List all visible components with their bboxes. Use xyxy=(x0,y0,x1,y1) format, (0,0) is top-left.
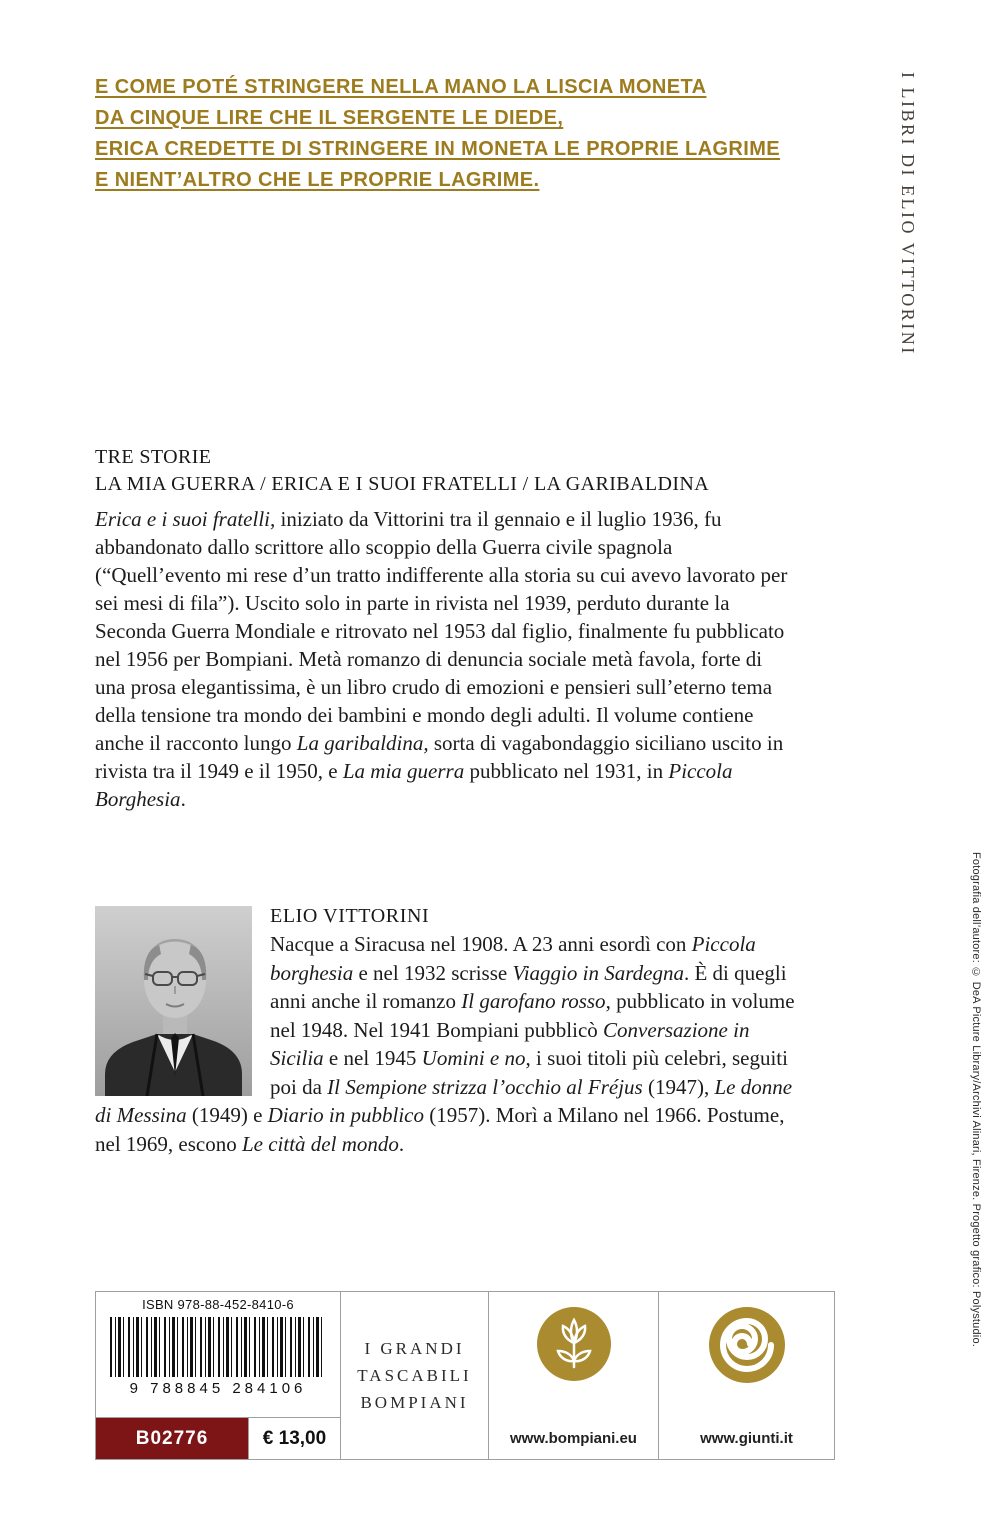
spine-series-title: I LIBRI DI ELIO VITTORINI xyxy=(898,72,918,356)
author-photo xyxy=(95,906,252,1096)
price-code-badge: B02776 xyxy=(96,1418,248,1459)
author-block xyxy=(95,902,801,1158)
isbn-label: ISBN 978-88-452-8410-6 xyxy=(142,1297,294,1312)
bompiani-cell xyxy=(489,1291,659,1460)
book-text-block xyxy=(95,444,795,813)
bompiani-url: www.bompiani.eu xyxy=(510,1430,637,1447)
cover-quote: E COME POTÉ STRINGERE NELLA MANO LA LISCIA MONETA DA CINQUE LIRE CHE IL SERGENTE LE DIEDE, ERICA CREDETTE DI STRINGERE IN MONETA LE PROPRIE LAGRIME E NIENT’ALTRO CHE LE PROPRIE LAGRIME. xyxy=(95,76,781,191)
imprint-label: I GRANDI TASCABILI BOMPIANI xyxy=(341,1291,489,1460)
price-row xyxy=(96,1417,340,1459)
barcode-cell xyxy=(95,1291,341,1460)
giunti-cell xyxy=(659,1291,835,1460)
photo-credit: Fotografia dell’autore: © DeA Picture Library/Archivi Alinari, Firenze. Progetto grafico: Polystudio. xyxy=(970,852,982,1348)
book-description: Erica e i suoi fratelli, iniziato da Vittorini tra il gennaio e il luglio 1936, fu abbandonato dallo scrittore allo scoppio della Guerra civile spagnola (“Quell’evento mi rese d’un tratto indifferente alla storia su cui avevo lavorato per sei mesi di fila”). Uscito solo in parte in rivista nel 1939, perduto durante la Seconda Guerra Mondiale e ritrovato nel 1953 dal figlio, finalmente fu pubblicato nel 1956 per Bompiani. Metà romanzo di denuncia sociale metà favola, forte di una prosa elegantissima, è un libro crudo di emozioni e pensieri sull’eterno tema della tensione tra mondo dei bambini e mondo degli adulti. Il volume contiene anche il racconto lungo La garibaldina, sorta di vagabondaggio siciliano uscito in rivista tra il 1949 e il 1950, e La mia guerra pubblicato nel 1931, in Piccola Borghesia. xyxy=(95,507,788,811)
author-name: ELIO VITTORINI xyxy=(270,905,430,927)
barcode-digits: 9 788845 284106 xyxy=(129,1380,307,1397)
bompiani-logo-icon xyxy=(537,1307,611,1386)
price-label: € 13,00 xyxy=(248,1418,340,1459)
book-title: TRE STORIE xyxy=(95,446,212,468)
author-bio: Nacque a Siracusa nel 1908. A 23 anni esordì con Piccola borghesia e nel 1932 scrisse Viaggio in Sardegna. È di quegli anni anche il romanzo Il garofano rosso, pubblicato in volume nel 1948. Nel 1941 Bompiani pubblicò Conversazione in Sicilia e nel 1945 Uomini e no, i suoi titoli più celebri, seguiti poi da Il Sempione strizza l’occhio al Fréjus (1947), Le donne di Messina (1949) e Diario in pubblico (1957). Morì a Milano nel 1966. Postume, nel 1969, escono Le città del mondo. xyxy=(95,932,795,1156)
barcode xyxy=(110,1317,326,1377)
footer-strip xyxy=(95,1291,835,1460)
giunti-logo-icon xyxy=(709,1307,785,1388)
giunti-url: www.giunti.it xyxy=(700,1430,793,1447)
book-subtitle: LA MIA GUERRA / ERICA E I SUOI FRATELLI / LA GARIBALDINA xyxy=(95,473,710,495)
